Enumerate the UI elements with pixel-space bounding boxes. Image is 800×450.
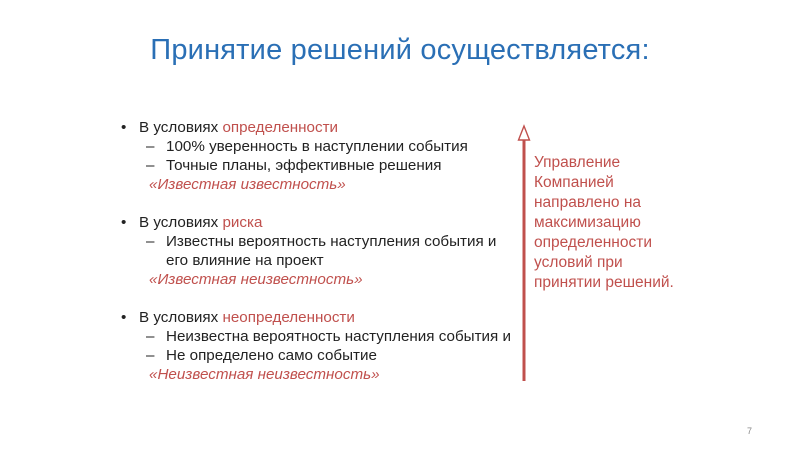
slide-title: Принятие решений осуществляется: (150, 34, 650, 66)
section-lead: В условиях (139, 214, 223, 231)
section-risk (118, 213, 518, 289)
section-uncertainty (118, 308, 518, 384)
conditions-list (118, 118, 518, 403)
page-number: 7 (746, 426, 752, 436)
section-highlight: неопределенности (222, 309, 355, 326)
section-heading (118, 213, 518, 232)
section-highlight: риска (222, 214, 263, 231)
section-heading (118, 308, 518, 327)
section-quote: «Известная известность» (149, 176, 346, 193)
side-note: Управление Компанией направлено на максимизацию определенности условий при принятии решений. (534, 154, 674, 291)
section-quote: «Неизвестная неизвестность» (149, 366, 380, 383)
list-item: – Не определено само событие (118, 346, 518, 365)
list-item: – 100% уверенность в наступлении события (118, 137, 518, 156)
list-item: – Неизвестна вероятность наступления события и (118, 327, 518, 346)
section-highlight: определенности (222, 119, 339, 136)
up-arrow-icon (514, 123, 534, 383)
section-certainty (118, 118, 518, 194)
section-lead: В условиях (139, 119, 223, 136)
list-item: – Известны вероятность наступления события и его влияние на проект (118, 232, 518, 270)
list-item: – Точные планы, эффективные решения (118, 156, 518, 175)
section-heading (118, 118, 518, 137)
section-lead: В условиях (139, 309, 223, 326)
section-quote: «Известная неизвестность» (149, 271, 363, 288)
